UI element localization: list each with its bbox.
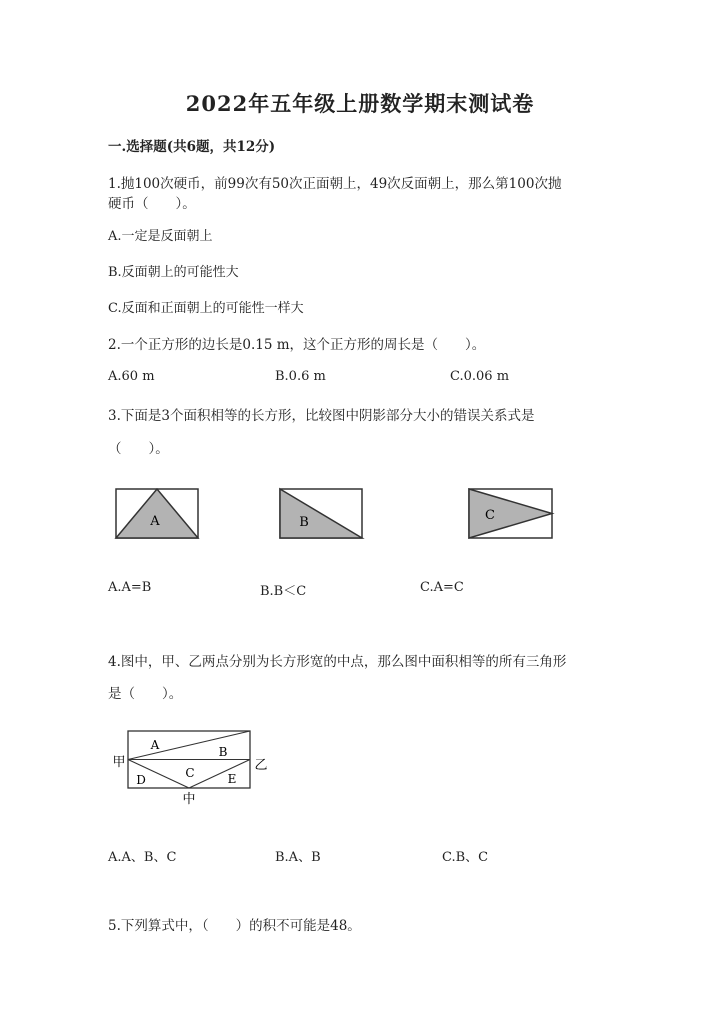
segment-jia-top-right <box>128 731 250 760</box>
question-2-option-c: C.0.06 m <box>450 369 510 384</box>
segment-zhong-yi <box>189 760 250 789</box>
question-1-option-b: B.反面朝上的可能性大 <box>108 265 239 280</box>
question-1-option-a: A.一定是反面朝上 <box>108 229 213 244</box>
page-title: 2022年五年级上册数学期末测试卷 <box>185 91 535 116</box>
question-2-text: 2.一个正方形的边长是0.15 m，这个正方形的周长是（ ）。 <box>108 337 486 353</box>
fig-label-zhong: 中 <box>182 792 196 807</box>
question-2-option-a: A.60 m <box>108 369 155 384</box>
fig-label-a: A <box>150 738 160 752</box>
question-3-option-a: A.A=B <box>108 580 152 595</box>
midpoint-figure <box>0 720 720 810</box>
fig-label-c: C <box>185 766 195 780</box>
question-4-option-a: A.A、B、C <box>108 850 177 865</box>
question-4-line-1: 4.图中，甲、乙两点分别为长方形宽的中点，那么图中面积相等的所有三角形 <box>108 654 567 670</box>
fig-label-e: E <box>227 772 237 786</box>
label-c: C <box>485 508 495 523</box>
label-a: A <box>150 514 160 529</box>
rectangles-figure <box>0 480 720 550</box>
triangle-b <box>280 489 362 538</box>
question-2-option-b: B.0.6 m <box>275 369 326 384</box>
triangle-c <box>469 489 552 538</box>
rectangle-c <box>469 489 552 538</box>
section-heading: 一.选择题(共6题，共12分) <box>108 139 276 155</box>
question-3-option-b: B.B＜C <box>260 584 307 599</box>
question-3-line-1: 3.下面是3个面积相等的长方形，比较图中阴影部分大小的错误关系式是 <box>108 408 535 424</box>
question-3-line-2: （ ）。 <box>108 441 169 457</box>
question-1-line-2: 硬币（ ）。 <box>108 196 196 212</box>
question-1-option-c: C.反面和正面朝上的可能性一样大 <box>108 301 304 316</box>
rectangle-b <box>280 489 362 538</box>
fig-label-b: B <box>218 745 228 759</box>
question-4-line-2: 是（ ）。 <box>108 686 183 702</box>
fig-label-d: D <box>136 773 146 787</box>
fig-label-yi: 乙 <box>254 758 268 773</box>
question-3-option-c: C.A=C <box>420 580 464 595</box>
question-4-option-c: C.B、C <box>442 850 489 865</box>
fig-label-jia: 甲 <box>112 755 126 770</box>
question-4-option-b: B.A、B <box>275 850 321 865</box>
label-b: B <box>299 515 309 530</box>
question-1-line-1: 1.抛100次硬币，前99次有50次正面朝上，49次反面朝上，那么第100次抛 <box>108 176 562 192</box>
question-5-text: 5.下列算式中，（ ）的积不可能是48。 <box>108 918 361 934</box>
rectangle-a <box>116 489 198 538</box>
